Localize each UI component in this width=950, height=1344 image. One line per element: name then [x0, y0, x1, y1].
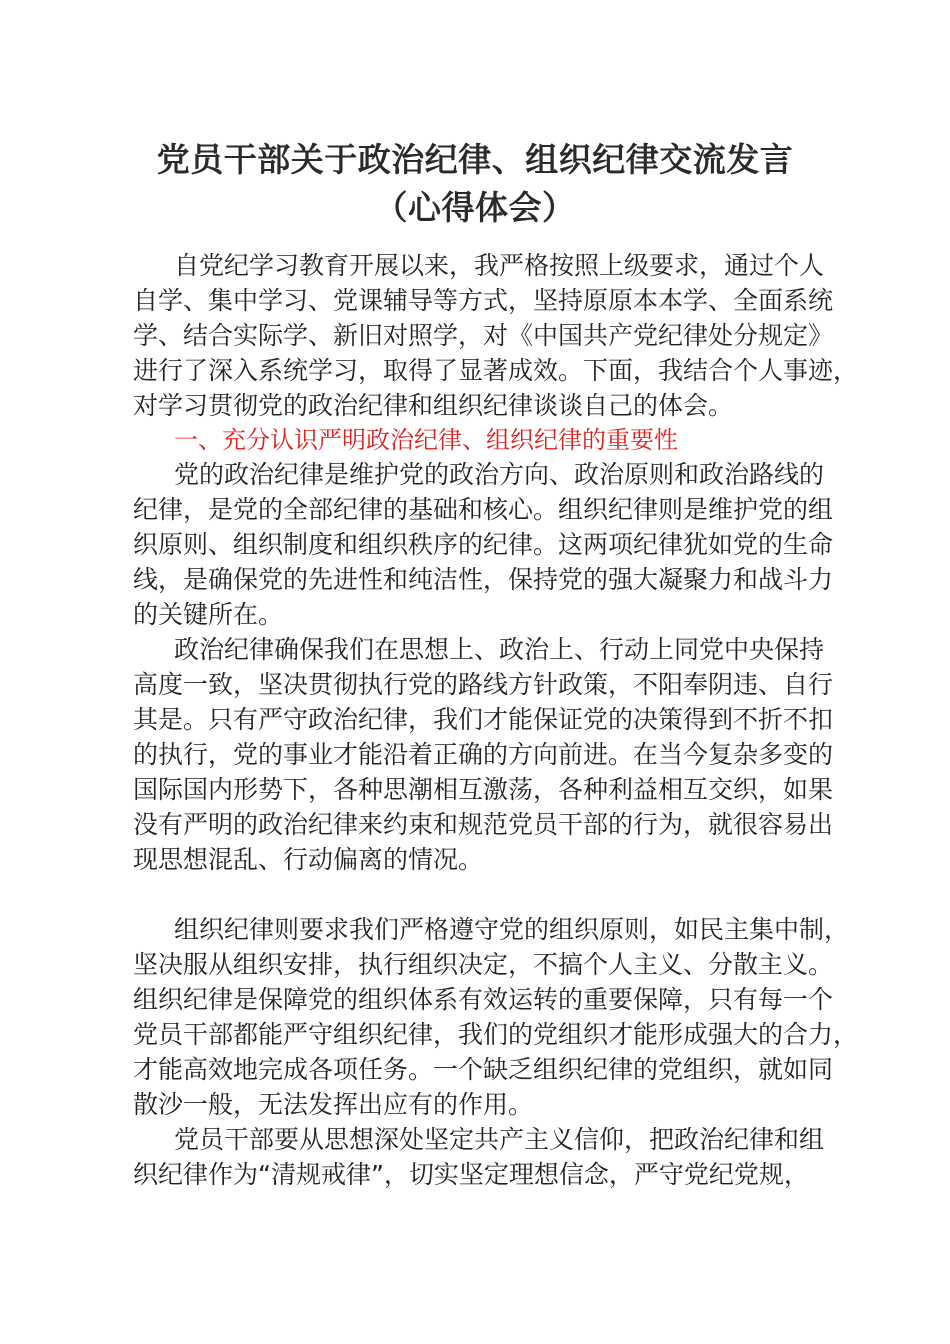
paragraph-line: 高度一致，坚决贯彻执行党的路线方针政策，不阳奉阴违、自行 [133, 670, 834, 699]
section-heading: 一、充分认识严明政治纪律、组织纪律的重要性 [174, 426, 678, 454]
paragraph-line: 织纪律作为“清规戒律”，切实坚定理想信念，严守党纪党规， [133, 1160, 809, 1189]
paragraph-line: 组织纪律是保障党的组织体系有效运转的重要保障，只有每一个 [133, 985, 834, 1014]
paragraph-line: 的关键所在。 [133, 600, 284, 629]
document-subtitle: （心得体会） [374, 188, 576, 227]
paragraph-line: 进行了深入系统学习，取得了显著成效。下面，我结合个人事迹， [133, 356, 859, 385]
paragraph-line: 才能高效地完成各项任务。一个缺乏组织纪律的党组织，就如同 [133, 1055, 834, 1084]
paragraph-line: 组织纪律则要求我们严格遵守党的组织原则，如民主集中制， [174, 915, 850, 944]
paragraph-line: 线，是确保党的先进性和纯洁性，保持党的强大凝聚力和战斗力 [133, 565, 834, 594]
paragraph-line: 自学、集中学习、党课辅导等方式，坚持原原本本学、全面系统 [133, 286, 834, 315]
paragraph-line: 对学习贯彻党的政治纪律和组织纪律谈谈自己的体会。 [133, 391, 734, 420]
paragraph-line: 坚决服从组织安排，执行组织决定，不搞个人主义、分散主义。 [133, 950, 834, 979]
paragraph-line: 现思想混乱、行动偏离的情况。 [133, 845, 484, 874]
paragraph-line: 自党纪学习教育开展以来，我严格按照上级要求，通过个人 [174, 251, 825, 280]
paragraph-line: 没有严明的政治纪律来约束和规范党员干部的行为，就很容易出 [133, 810, 834, 839]
document-body [133, 248, 859, 1192]
paragraph-line: 党的政治纪律是维护党的政治方向、政治原则和政治路线的 [174, 460, 825, 489]
paragraph-line: 政治纪律确保我们在思想上、政治上、行动上同党中央保持 [174, 635, 825, 664]
document-title: 党员干部关于政治纪律、组织纪律交流发言 [156, 140, 794, 179]
paragraph-line: 的执行，党的事业才能沿着正确的方向前进。在当今复杂多变的 [133, 740, 834, 769]
paragraph-line: 党员干部都能严守组织纪律，我们的党组织才能形成强大的合力， [133, 1020, 859, 1049]
paragraph-spacer [133, 877, 853, 912]
paragraph-line: 织原则、组织制度和组织秩序的纪律。这两项纪律犹如党的生命 [133, 530, 834, 559]
paragraph-line: 散沙一般，无法发挥出应有的作用。 [133, 1090, 534, 1119]
paragraph-line: 学、结合实际学、新旧对照学，对《中国共产党纪律处分规定》 [133, 321, 834, 350]
paragraph-line: 国际国内形势下，各种思潮相互激荡，各种利益相互交织，如果 [133, 775, 834, 804]
paragraph-line: 党员干部要从思想深处坚定共产主义信仰，把政治纪律和组 [174, 1125, 825, 1154]
paragraph-line: 纪律，是党的全部纪律的基础和核心。组织纪律则是维护党的组 [133, 495, 834, 524]
paragraph-line: 其是。只有严守政治纪律，我们才能保证党的决策得到不折不扣 [133, 705, 834, 734]
